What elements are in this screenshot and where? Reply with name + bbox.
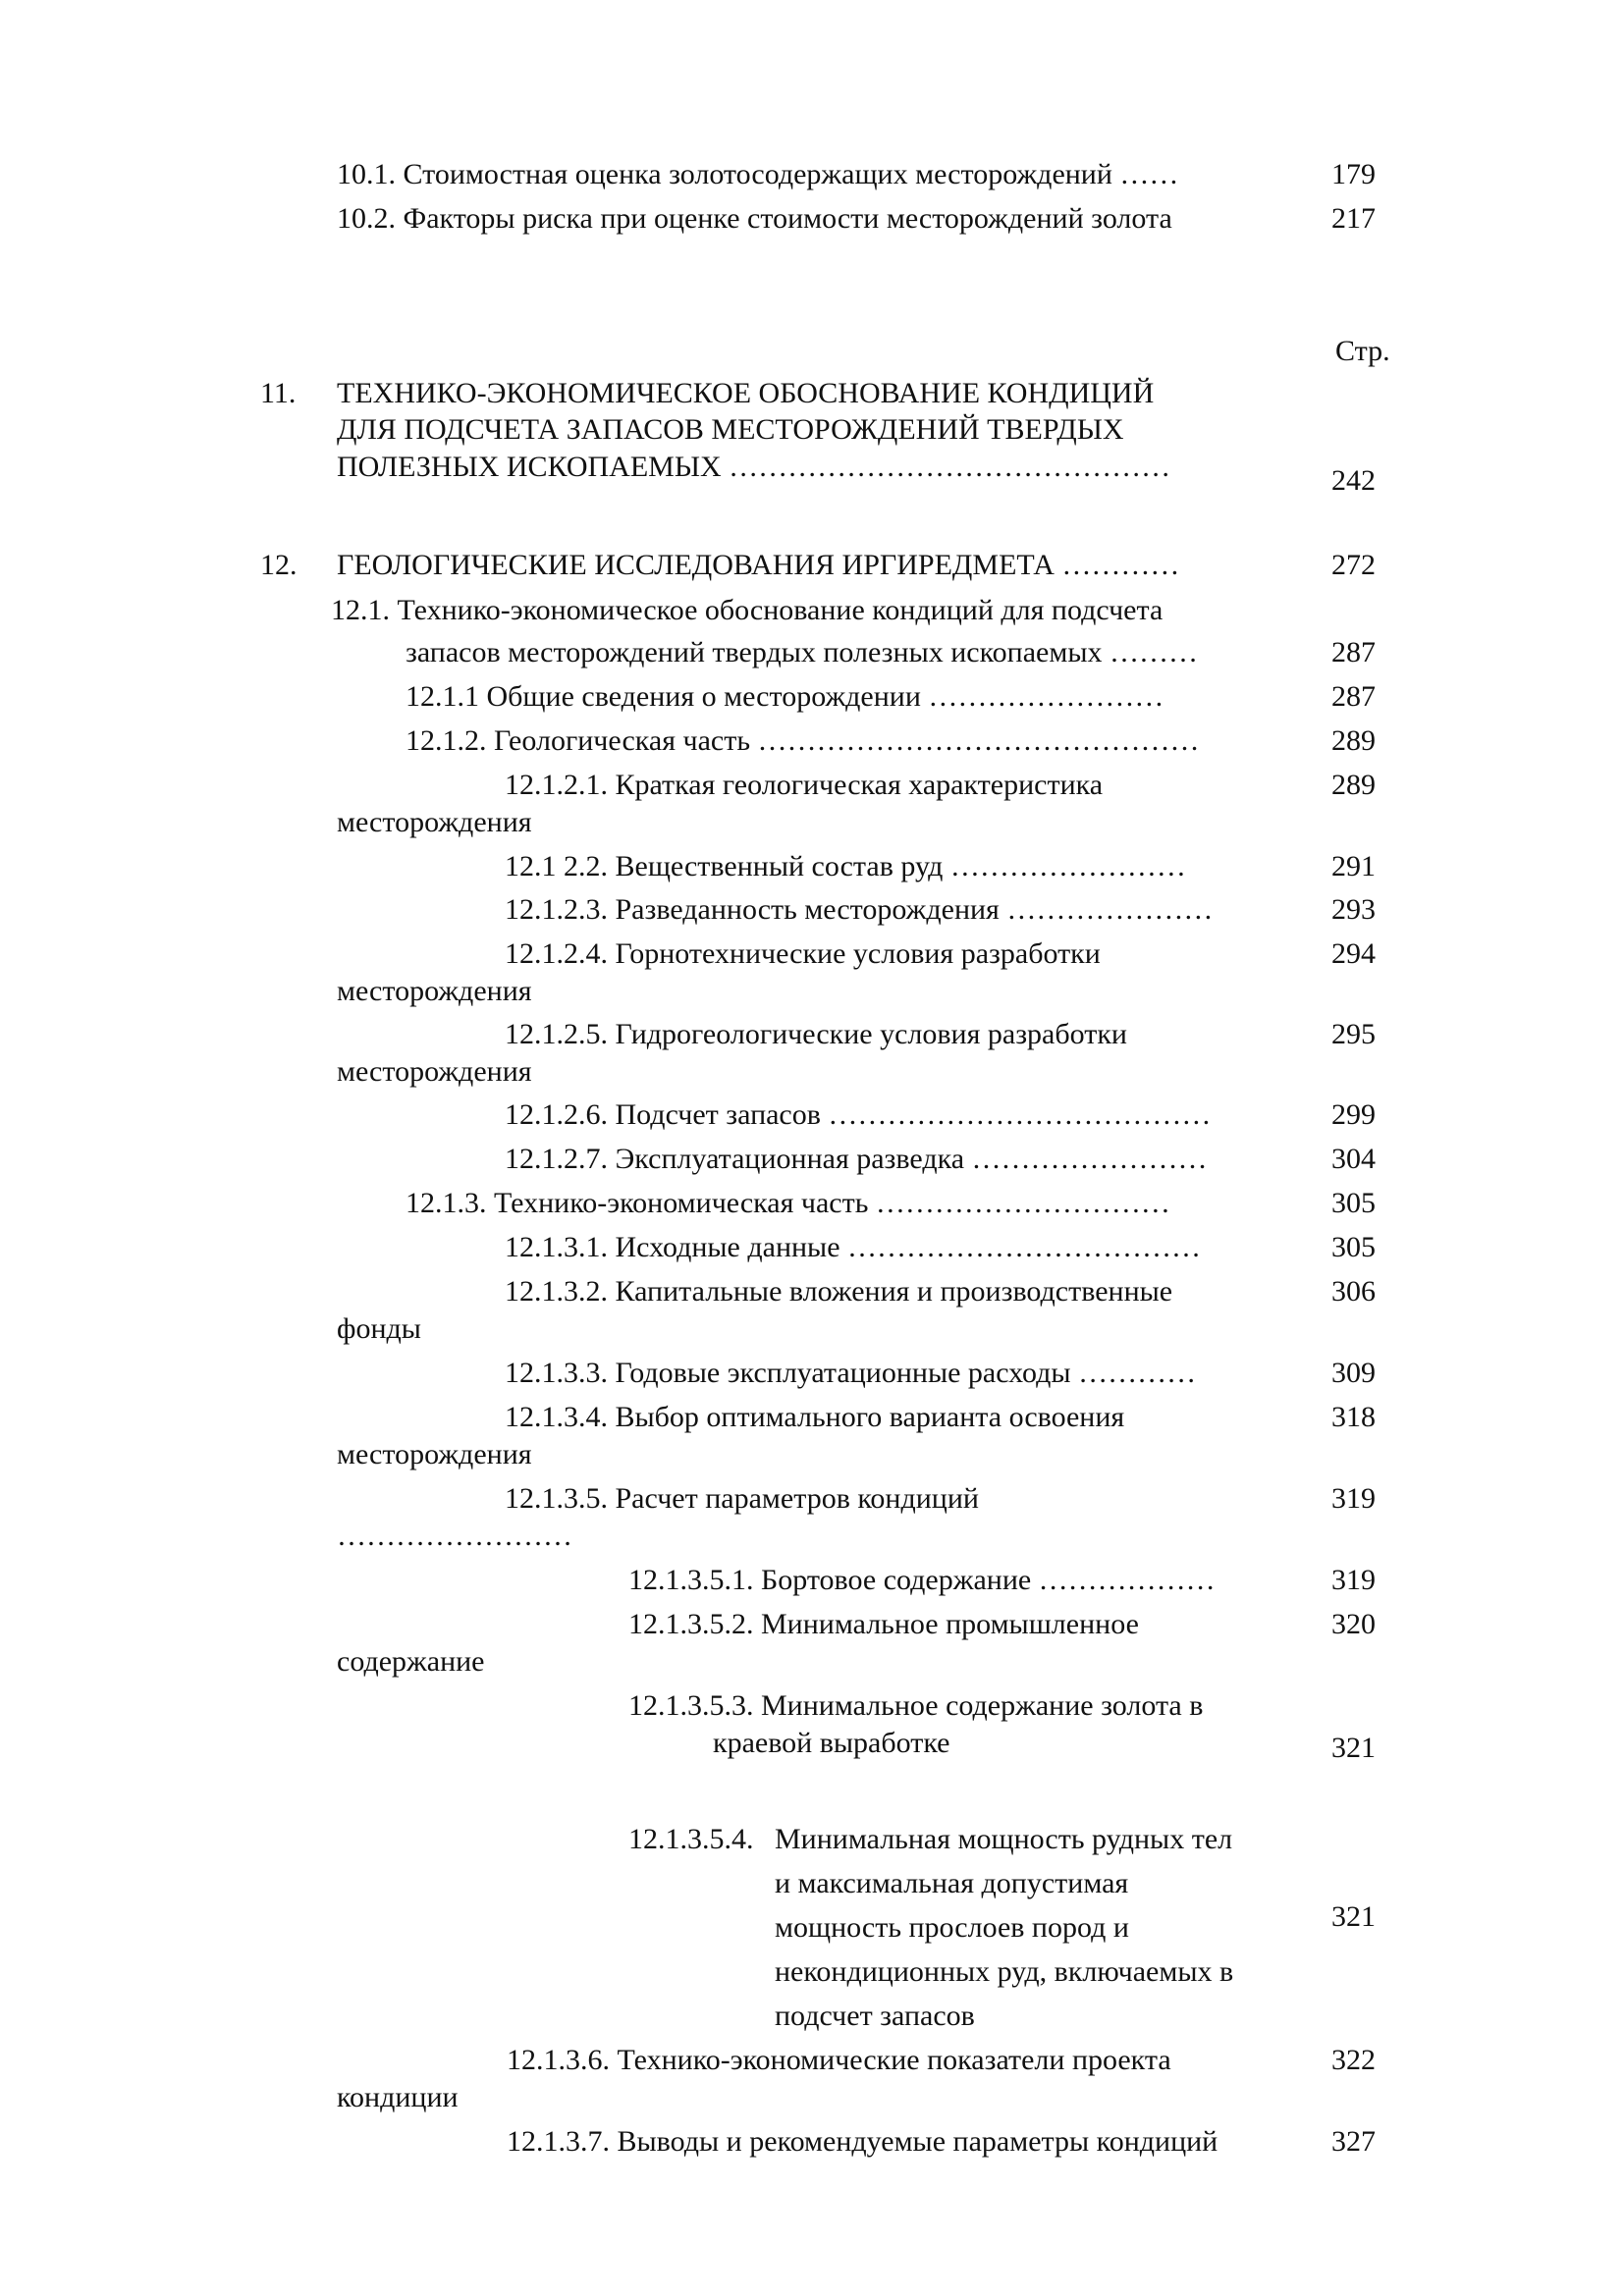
toc-page-12-1-3-5: 319 xyxy=(1331,1482,1376,1515)
toc-entry-10-1: 10.1. Стоимостная оценка золотосодержащих месторождений …… xyxy=(337,158,1179,190)
toc-page-12-1-3-4: 318 xyxy=(1331,1401,1376,1433)
toc-entry-12-1-2-5-cont: месторождения xyxy=(337,1055,532,1088)
toc-entry-12-1-3-2: 12.1.3.2. Капитальные вложения и производственные xyxy=(505,1275,1173,1308)
toc-page-12-1-2-3: 293 xyxy=(1331,893,1376,926)
toc-page-12-1-3-5-2: 320 xyxy=(1331,1608,1376,1640)
toc-entry-12-1-2-1-cont: месторождения xyxy=(337,806,532,838)
toc-entry-12-1-2-4: 12.1.2.4. Горнотехнические условия разработки xyxy=(505,937,1101,970)
toc-page-12-1-2-1: 289 xyxy=(1331,769,1376,801)
toc-page-12-1-3-5-4: 321 xyxy=(1331,1900,1376,1933)
toc-entry-12-1-3-6: 12.1.3.6. Технико-экономические показатели проекта xyxy=(507,2044,1171,2076)
toc-page-12-1-3-7: 327 xyxy=(1331,2125,1376,2158)
chapter-12-title: ГЕОЛОГИЧЕСКИЕ ИССЛЕДОВАНИЯ ИРГИРЕДМЕТА ………… xyxy=(337,549,1180,581)
chapter-11-number: 11. xyxy=(260,377,297,409)
toc-entry-12-1-3-5-4-line-1: Минимальная мощность рудных тел xyxy=(775,1823,1233,1855)
chapter-12-page: 272 xyxy=(1331,549,1376,581)
chapter-12-number: 12. xyxy=(260,549,298,581)
toc-entry-12-1-3-5-2: 12.1.3.5.2. Минимальное промышленное xyxy=(628,1608,1139,1640)
toc-entry-12-1-2-4-cont: месторождения xyxy=(337,975,532,1007)
toc-entry-12-1-line-2: запасов месторождений твердых полезных ископаемых ……… xyxy=(406,636,1198,668)
toc-page-12-1-2-4: 294 xyxy=(1331,937,1376,970)
toc-entry-12-1-2: 12.1.2. Геологическая часть ……………………………………… xyxy=(406,724,1200,757)
toc-entry-12-1-3-5-4-number: 12.1.3.5.4. xyxy=(628,1823,754,1855)
toc-entry-12-1-3-6-cont: кондиции xyxy=(337,2081,459,2113)
toc-entry-12-1-2-6: 12.1.2.6. Подсчет запасов ………………………………… xyxy=(505,1098,1212,1131)
toc-entry-12-1-3-5-cont: …………………… xyxy=(337,1520,572,1552)
toc-entry-12-1-3-5-4-line-4: некондиционных руд, включаемых в xyxy=(775,1955,1234,1988)
toc-page-10-2: 217 xyxy=(1331,202,1376,235)
toc-entry-12-1-3-4: 12.1.3.4. Выбор оптимального варианта освоения xyxy=(505,1401,1125,1433)
toc-page-12-1-3: 305 xyxy=(1331,1187,1376,1219)
toc-page-12-1-3-5-1: 319 xyxy=(1331,1564,1376,1596)
page-column-header: Стр. xyxy=(1335,335,1390,367)
toc-entry-12-1-line-1: 12.1. Технико-экономическое обоснование кондиций для подсчета xyxy=(331,594,1164,626)
toc-entry-12-1-3-3: 12.1.3.3. Годовые эксплуатационные расходы ………… xyxy=(505,1357,1197,1389)
toc-page-10-1: 179 xyxy=(1331,158,1376,190)
toc-entry-12-1-2-1: 12.1.2.1. Краткая геологическая характеристика xyxy=(505,769,1104,801)
chapter-11-title-line-1: ТЕХНИКО-ЭКОНОМИЧЕСКОЕ ОБОСНОВАНИЕ КОНДИЦИЙ xyxy=(337,377,1155,409)
toc-entry-12-1-3-5-3-cont: краевой выработке xyxy=(713,1727,950,1759)
toc-entry-12-1-3-5: 12.1.3.5. Расчет параметров кондиций xyxy=(505,1482,979,1515)
toc-entry-12-1-1: 12.1.1 Общие сведения о месторождении …………………… xyxy=(406,680,1164,713)
toc-page-12-1-3-6: 322 xyxy=(1331,2044,1376,2076)
toc-page-12-1-2-5: 295 xyxy=(1331,1018,1376,1050)
toc-page-12-1-2-7: 304 xyxy=(1331,1143,1376,1175)
toc-page-12-1-3-5-3: 321 xyxy=(1331,1732,1376,1764)
chapter-11-title-line-2: ДЛЯ ПОДСЧЕТА ЗАПАСОВ МЕСТОРОЖДЕНИЙ ТВЕРДЫХ xyxy=(337,413,1124,446)
chapter-11-title-line-3: ПОЛЕЗНЫХ ИСКОПАЕМЫХ ……………………………………… xyxy=(337,451,1171,483)
toc-entry-12-1-3-4-cont: месторождения xyxy=(337,1438,532,1470)
toc-page-12-1-2-6: 299 xyxy=(1331,1098,1376,1131)
toc-entry-12-1-3-7: 12.1.3.7. Выводы и рекомендуемые параметры кондиций xyxy=(507,2125,1218,2158)
toc-entry-12-1-3-2-cont: фонды xyxy=(337,1312,421,1345)
toc-entry-12-1-2-2: 12.1 2.2. Вещественный состав руд …………………… xyxy=(505,850,1186,882)
toc-page-12-1-3-3: 309 xyxy=(1331,1357,1376,1389)
toc-page-12-1-3-2: 306 xyxy=(1331,1275,1376,1308)
toc-entry-12-1-3: 12.1.3. Технико-экономическая часть ………………………… xyxy=(406,1187,1170,1219)
chapter-11-page: 242 xyxy=(1331,464,1376,497)
toc-entry-12-1-3-1: 12.1.3.1. Исходные данные ……………………………… xyxy=(505,1231,1202,1263)
toc-entry-12-1-2-5: 12.1.2.5. Гидрогеологические условия разработки xyxy=(505,1018,1127,1050)
toc-entry-12-1-3-5-4-line-5: подсчет запасов xyxy=(775,2000,975,2032)
toc-entry-12-1-2-3: 12.1.2.3. Разведанность месторождения ………………… xyxy=(505,893,1214,926)
toc-page-12-1-2-2: 291 xyxy=(1331,850,1376,882)
toc-page-12-1-2: 289 xyxy=(1331,724,1376,757)
toc-entry-12-1-3-5-3: 12.1.3.5.3. Минимальное содержание золота в xyxy=(628,1689,1204,1722)
toc-page-12-1-3-1: 305 xyxy=(1331,1231,1376,1263)
toc-entry-10-2: 10.2. Факторы риска при оценке стоимости месторождений золота xyxy=(337,202,1172,235)
toc-entry-12-1-3-5-4-line-2: и максимальная допустимая xyxy=(775,1867,1129,1899)
toc-entry-12-1-2-7: 12.1.2.7. Эксплуатационная разведка …………………… xyxy=(505,1143,1208,1175)
toc-entry-12-1-3-5-4-line-3: мощность прослоев пород и xyxy=(775,1911,1129,1944)
toc-page-12-1-1: 287 xyxy=(1331,680,1376,713)
toc-entry-12-1-3-5-1: 12.1.3.5.1. Бортовое содержание ……………… xyxy=(628,1564,1216,1596)
toc-entry-12-1-3-5-2-cont: содержание xyxy=(337,1645,485,1678)
toc-page-12-1: 287 xyxy=(1331,636,1376,668)
